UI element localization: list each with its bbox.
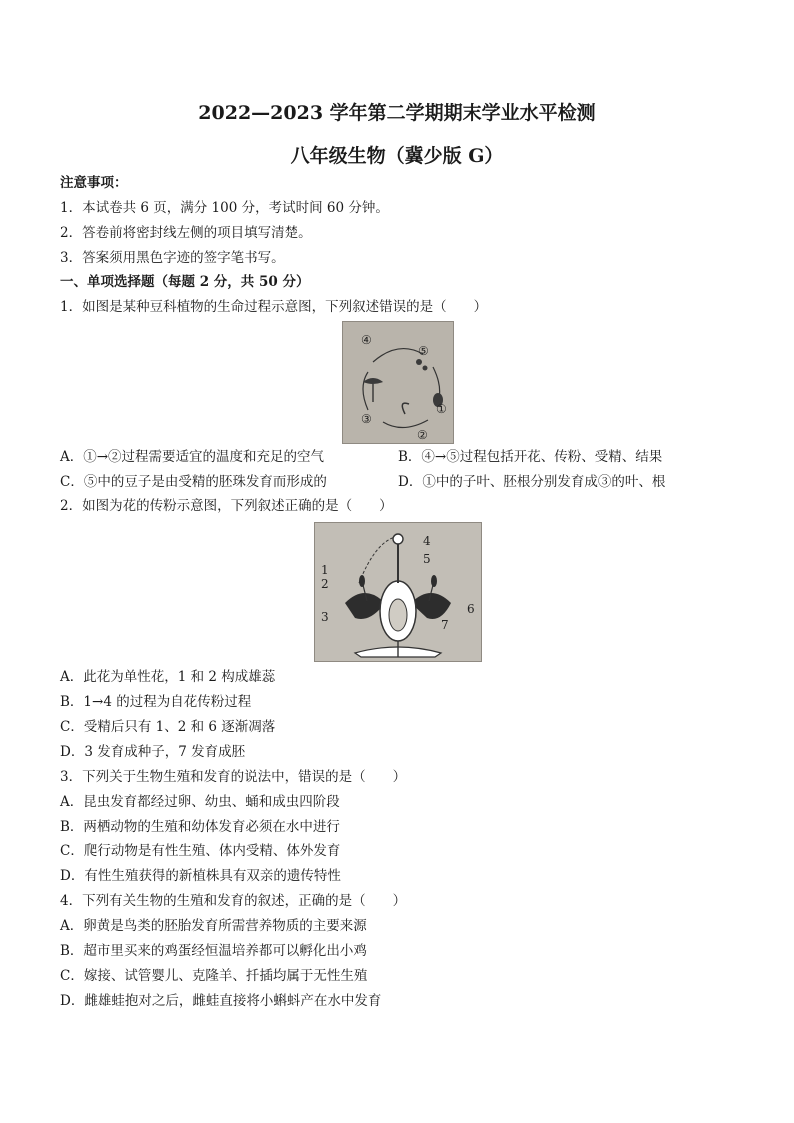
option: B．两栖动物的生殖和幼体发育必须在水中进行 bbox=[60, 819, 340, 835]
flower-pollination-figure bbox=[314, 522, 482, 662]
figure-label: 3 bbox=[321, 610, 329, 624]
figure-label: 2 bbox=[321, 577, 329, 591]
option: D．3 发育成种子，7 发育成胚 bbox=[60, 744, 246, 760]
legume-life-cycle-figure bbox=[342, 321, 454, 444]
figure-label: 5 bbox=[423, 552, 431, 566]
question-stem: 4．下列有关生物的生殖和发育的叙述，正确的是（ ） bbox=[60, 893, 407, 909]
exam-title: 2022—2023 学年第二学期期末学业水平检测 bbox=[198, 102, 596, 124]
section-heading: 一、单项选择题（每题 2 分，共 50 分） bbox=[60, 274, 310, 290]
option: A．卵黄是鸟类的胚胎发育所需营养物质的主要来源 bbox=[60, 918, 367, 934]
option: D．有性生殖获得的新植株具有双亲的遗传特性 bbox=[60, 868, 341, 884]
option: C．爬行动物是有性生殖、体内受精、体外发育 bbox=[60, 843, 341, 859]
option: B．④→⑤过程包括开花、传粉、受精、结果 bbox=[398, 449, 663, 465]
option: C．⑤中的豆子是由受精的胚珠发育而形成的 bbox=[60, 474, 327, 490]
question-stem: 2．如图为花的传粉示意图，下列叙述正确的是（ ） bbox=[60, 498, 393, 514]
exam-subtitle: 八年级生物（冀少版 G） bbox=[290, 145, 504, 167]
figure-label: ③ bbox=[361, 412, 372, 426]
option: C．嫁接、试管婴儿、克隆羊、扦插均属于无性生殖 bbox=[60, 968, 368, 984]
question-stem: 1．如图是某种豆科植物的生命过程示意图，下列叙述错误的是（ ） bbox=[60, 299, 488, 315]
note-item: 1．本试卷共 6 页，满分 100 分，考试时间 60 分钟。 bbox=[60, 200, 389, 216]
question-stem: 3．下列关于生物生殖和发育的说法中，错误的是（ ） bbox=[60, 769, 407, 785]
note-item: 3．答案须用黑色字迹的签字笔书写。 bbox=[60, 250, 285, 266]
figure-label: ④ bbox=[361, 333, 372, 347]
option: D．雌雄蛙抱对之后，雌蛙直接将小蝌蚪产在水中发育 bbox=[60, 993, 382, 1009]
notes-heading: 注意事项： bbox=[60, 175, 128, 191]
figure-label: 7 bbox=[441, 618, 449, 632]
figure-label: ② bbox=[417, 428, 428, 442]
figure-label: 1 bbox=[321, 563, 329, 577]
option: B．超市里买来的鸡蛋经恒温培养都可以孵化出小鸡 bbox=[60, 943, 367, 959]
figure-label: 6 bbox=[467, 602, 475, 616]
option: A．昆虫发育都经过卵、幼虫、蛹和成虫四阶段 bbox=[60, 794, 340, 810]
option: C．受精后只有 1、2 和 6 逐渐凋落 bbox=[60, 719, 276, 735]
option: A．①→②过程需要适宜的温度和充足的空气 bbox=[60, 449, 325, 465]
figure-label: 4 bbox=[423, 534, 431, 548]
option: B．1→4 的过程为自花传粉过程 bbox=[60, 694, 252, 710]
option: A．此花为单性花，1 和 2 构成雄蕊 bbox=[60, 669, 276, 685]
note-item: 2．答卷前将密封线左侧的项目填写清楚。 bbox=[60, 225, 312, 241]
option: D．①中的子叶、胚根分别发育成③的叶、根 bbox=[398, 474, 666, 490]
figure-label: ⑤ bbox=[418, 344, 429, 358]
figure-label: ① bbox=[436, 402, 447, 416]
